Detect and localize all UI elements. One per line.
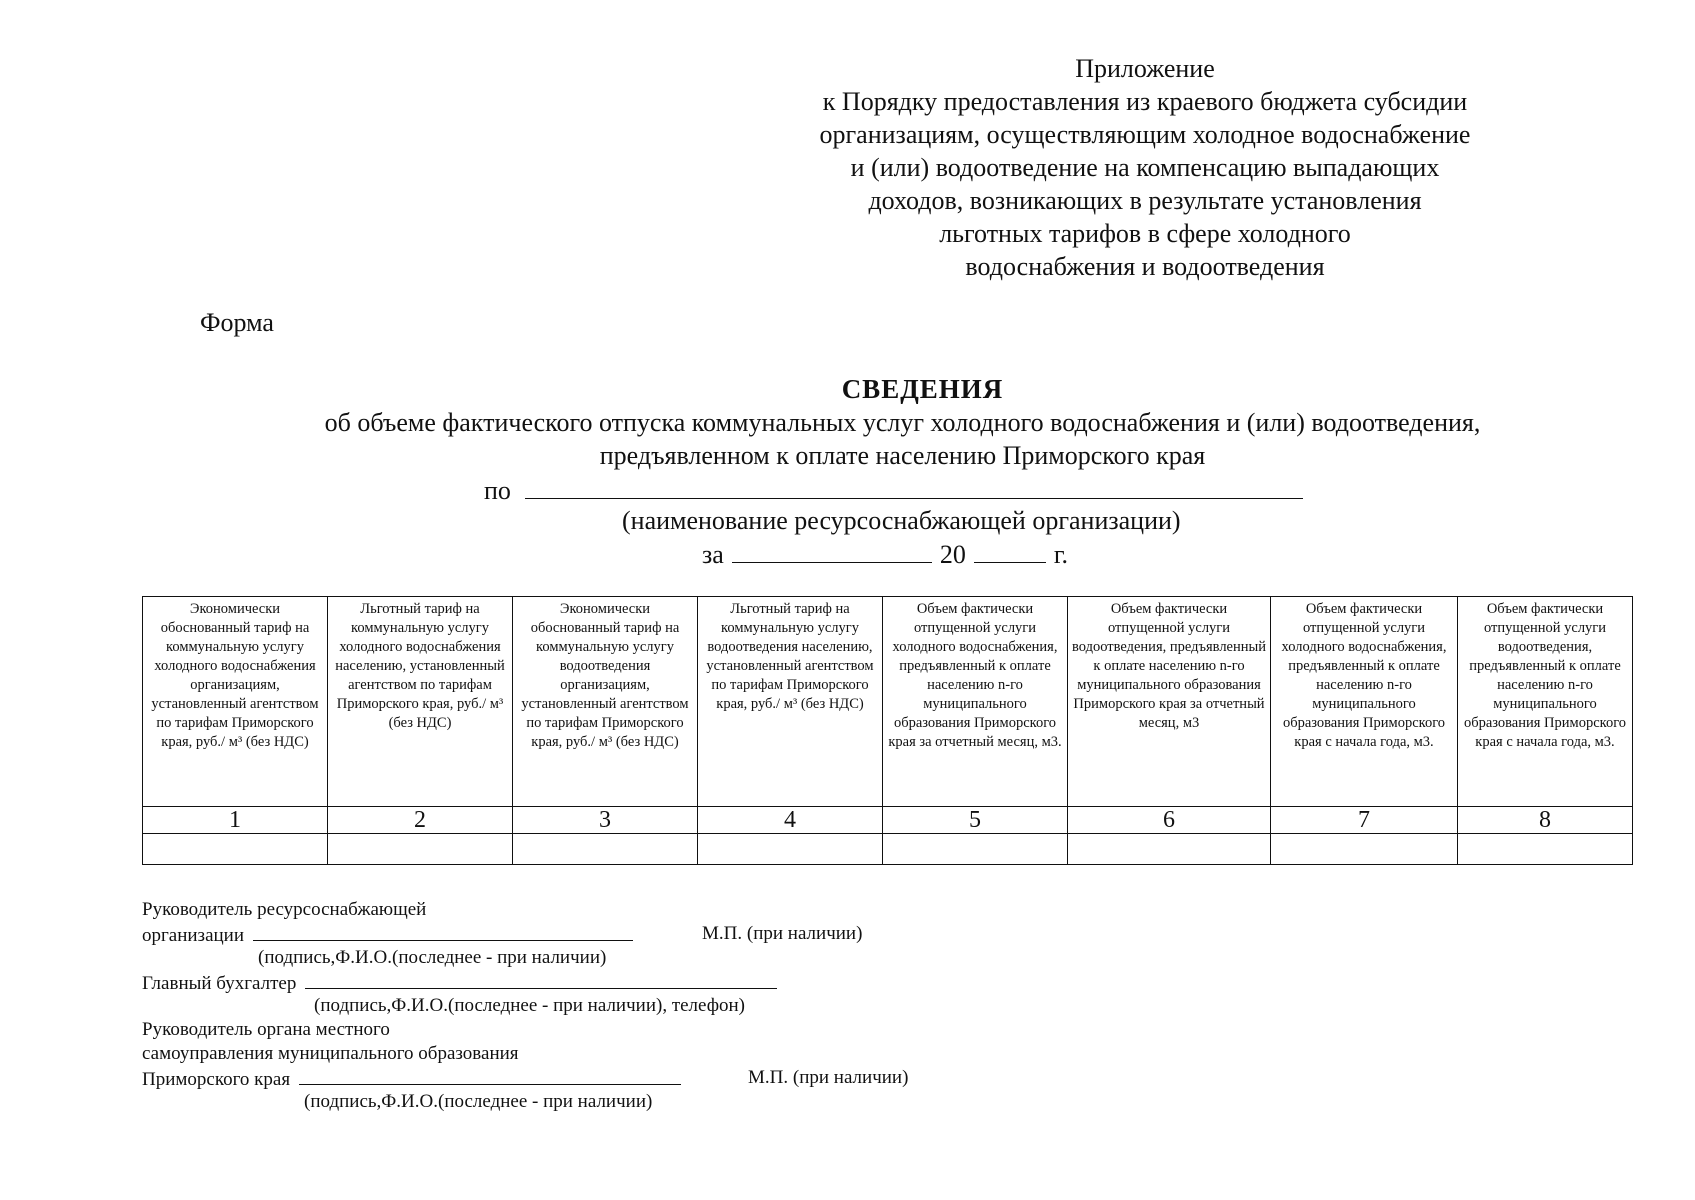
column-number: 7 [1271,807,1458,834]
chief-accountant-label: Главный бухгалтер [142,973,297,994]
column-number: 5 [883,807,1068,834]
form-label: Форма [200,308,274,337]
document-subtitle-1: об объеме фактического отпуска коммунальных услуг холодного водоснабжения и (или) водоотведения, [324,408,1481,437]
head-org-signature-blank[interactable] [253,922,633,941]
stamp-place-2: М.П. (при наличии) [748,1067,909,1088]
table-cell[interactable] [143,834,328,865]
za-label: за [702,540,724,569]
appendix-title: Приложение [1075,54,1215,83]
po-label: по [484,476,511,505]
head-gov-label-3: Приморского края [142,1069,291,1090]
head-gov-label-1: Руководитель органа местного [142,1019,390,1040]
head-org-label-2: организации [142,925,245,946]
head-gov-label-2: самоуправления муниципального образования [142,1043,519,1064]
table-cell[interactable] [1271,834,1458,865]
head-gov-signature-line [142,1066,681,1092]
table-cell[interactable] [698,834,883,865]
column-number: 6 [1068,807,1271,834]
stamp-place-1: М.П. (при наличии) [702,923,863,944]
appendix-line: организациям, осуществляющим холодное водоснабжение [819,120,1471,149]
column-number: 3 [513,807,698,834]
column-number: 8 [1458,807,1633,834]
year-prefix: 20 [939,540,966,569]
column-number: 4 [698,807,883,834]
year-blank[interactable] [974,542,1046,563]
appendix-line: льготных тарифов в сфере холодного [939,219,1351,248]
period-line [702,540,1068,570]
organization-line [484,476,1303,506]
head-org-label-1: Руководитель ресурсоснабжающей [142,899,427,920]
document-heading [0,372,1695,472]
column-number-row [143,807,1633,834]
column-header: Экономически обоснованный тариф на коммунальную услугу водоотведения организациям, установленный агентством по тарифам Приморского края, руб./ м³ (без НДС) [513,597,698,807]
column-header: Экономически обоснованный тариф на коммунальную услугу холодного водоснабжения организациям, установленный агентством по тарифам Приморского края, руб./ м³ (без НДС) [143,597,328,807]
organization-caption: (наименование ресурсоснабжающей организации) [622,506,1181,535]
table-cell[interactable] [883,834,1068,865]
head-org-signature-line [142,922,633,948]
chief-accountant-signature-blank[interactable] [305,970,777,989]
table-cell[interactable] [513,834,698,865]
table-cell[interactable] [1068,834,1271,865]
column-header: Льготный тариф на коммунальную услугу водоотведения населению, установленный агентством по тарифам Приморского края, руб./ м³ (без НДС) [698,597,883,807]
column-header: Объем фактически отпущенной услуги холодного водоснабжения, предъявленный к оплате населению n-го муниципального образования Приморского края с начала года, м3. [1271,597,1458,807]
year-suffix: г. [1053,540,1069,569]
table-row [143,834,1633,865]
organization-name-blank[interactable] [525,476,1303,499]
head-gov-signature-blank[interactable] [299,1066,681,1085]
report-table [142,596,1633,865]
column-header: Объем фактически отпущенной услуги водоотведения, предъявленный к оплате населению n-го муниципального образования Приморского края за отчетный месяц, м3 [1068,597,1271,807]
column-header: Объем фактически отпущенной услуги холодного водоснабжения, предъявленный к оплате населению n-го муниципального образования Приморского края за отчетный месяц, м3. [883,597,1068,807]
chief-accountant-line [142,970,777,996]
appendix-line: к Порядку предоставления из краевого бюджета субсидии [822,87,1468,116]
table-header-row [143,597,1633,807]
appendix-line: доходов, возникающих в результате установления [868,186,1422,215]
appendix-block [770,52,1520,283]
document-subtitle-2: предъявленном к оплате населению Приморского края [599,441,1206,470]
column-header: Объем фактически отпущенной услуги водоотведения, предъявленный к оплате населению n-го муниципального образования Приморского края с начала года, м3. [1458,597,1633,807]
column-number: 2 [328,807,513,834]
column-number: 1 [143,807,328,834]
period-blank[interactable] [732,542,932,563]
table-cell[interactable] [328,834,513,865]
table-cell[interactable] [1458,834,1633,865]
signature-caption-1: (подпись,Ф.И.О.(последнее - при наличии) [258,947,607,968]
appendix-line: водоснабжения и водоотведения [965,252,1325,281]
signature-caption-2: (подпись,Ф.И.О.(последнее - при наличии), телефон) [314,995,746,1016]
column-header: Льготный тариф на коммунальную услугу холодного водоснабжения населению, установленный агентством по тарифам Приморского края, руб./ м³ (без НДС) [328,597,513,807]
signature-caption-3: (подпись,Ф.И.О.(последнее - при наличии) [304,1091,653,1112]
document-title: СВЕДЕНИЯ [841,374,1004,404]
appendix-line: и (или) водоотведение на компенсацию выпадающих [850,153,1440,182]
